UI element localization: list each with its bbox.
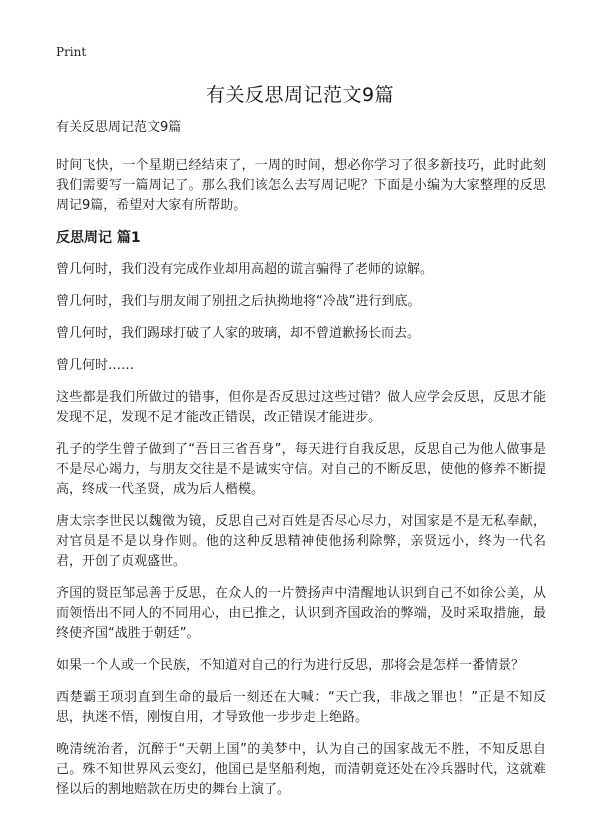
intro-paragraph: 时间飞快，一个星期已经结束了，一周的时间，想必你学习了很多新技巧，此时此刻我们需要写一篇周记了。那么我们该怎么去写周记呢？下面是小编为大家整理的反思周记9篇，希望对大家有所帮助。: [56, 158, 546, 213]
section-heading: 反思周记 篇1: [56, 230, 141, 246]
paragraph: 西楚霸王项羽直到生命的最后一刻还在大喊：“天亡我，非战之罪也！”正是不知反思，执迷不悟，刚愎自用，才导致他一步步走上绝路。: [56, 690, 546, 725]
document-body: [56, 118, 546, 812]
paragraph: 晚清统治者，沉醉于“天朝上国”的美梦中，认为自己的国家战无不胜，不知反思自己。殊不知世界风云变幻，他国已是坚船利炮，而清朝竟还处在冷兵器时代，这就难怪以后的割地赔款在历史的舞台上演了。: [56, 742, 546, 797]
print-link[interactable]: Print: [56, 45, 87, 59]
paragraph: 曾几何时，我们与朋友闹了别扭之后执拗地将“冷战”进行到底。: [56, 294, 421, 309]
page-title: 有关反思周记范文9篇: [205, 84, 395, 106]
paragraph: 曾几何时，我们没有完成作业却用高超的谎言骗得了老师的谅解。: [56, 262, 434, 277]
paragraph: 孔子的学生曾子做到了“吾日三省吾身”，每天进行自我反思，反思自己为他人做事是不是尽心竭力，与朋友交往是不是诚实守信。对自己的不断反思，使他的修养不断提高，终成一代圣贤，成为后人楷模。: [56, 442, 546, 497]
paragraph: 齐国的贤臣邹忌善于反思，在众人的一片赞扬声中清醒地认识到自己不如徐公美，从而领悟出不同人的不同用心，由已推之，认识到齐国政治的弊端，及时采取措施，最终使齐国“战胜于朝廷”。: [56, 586, 546, 641]
paragraph: 曾几何时，我们踢球打破了人家的玻璃，却不曾道歉扬长而去。: [56, 326, 421, 341]
paragraph: 如果一个人或一个民族，不知道对自己的行为进行反思，那将会是怎样一番情景？: [56, 658, 525, 673]
document-subtitle: 有关反思周记范文9篇: [56, 120, 182, 135]
paragraph: 曾几何时……: [56, 358, 135, 373]
paragraph: 唐太宗李世民以魏徵为镜，反思自己对百姓是否尽心尽力，对国家是不是无私奉献，对官员是不是以身作则。他的这种反思精神使他扬利除弊，亲贤远小，终为一代名君，开创了贞观盛世。: [56, 514, 546, 569]
paragraph: 这些都是我们所做过的错事，但你是否反思过这些过错？做人应学会反思，反思才能发现不足，发现不足才能改正错误，改正错误才能进步。: [56, 390, 546, 425]
